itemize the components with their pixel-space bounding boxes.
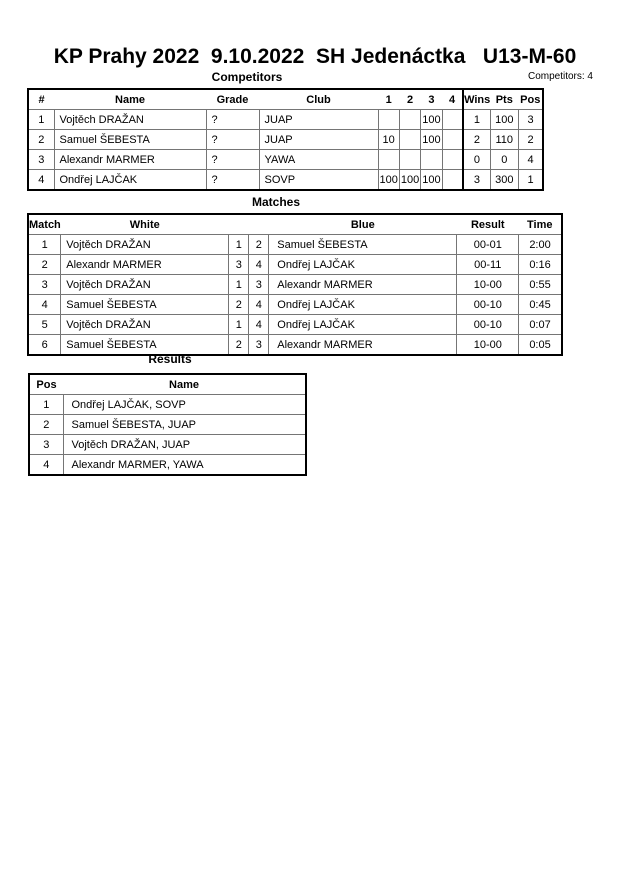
cell-pts: 110 — [490, 130, 518, 150]
cell-result: 00-10 — [457, 315, 519, 335]
cell-round-3: 100 — [421, 110, 442, 130]
match-row — [28, 255, 562, 275]
cell-white-number: 1 — [229, 315, 249, 335]
cell-wins: 2 — [463, 130, 490, 150]
col-header-match: Match — [28, 214, 61, 235]
competitor-row — [28, 170, 543, 191]
cell-round-1 — [378, 150, 399, 170]
cell-round-1 — [378, 110, 399, 130]
cell-wins: 1 — [463, 110, 490, 130]
match-row — [28, 235, 562, 255]
cell-white-number: 2 — [229, 335, 249, 356]
cell-white-name: Vojtěch DRAŽAN — [61, 235, 229, 255]
cell-competitor-club: Ondřej LAJČAK, SOVP — [63, 395, 306, 415]
col-header-round2: 2 — [399, 89, 420, 110]
results-heading: Results — [148, 352, 192, 366]
col-header-white: White — [61, 214, 229, 235]
cell-time: 0:16 — [519, 255, 562, 275]
cell-club: JUAP — [259, 130, 378, 150]
col-header-name: Name — [54, 89, 206, 110]
cell-round-4 — [442, 110, 463, 130]
results-table — [28, 373, 307, 476]
cell-club: YAWA — [259, 150, 378, 170]
col-header-round1: 1 — [378, 89, 399, 110]
cell-wins: 0 — [463, 150, 490, 170]
cell-white-number: 2 — [229, 295, 249, 315]
cell-result: 00-11 — [457, 255, 519, 275]
cell-match-number: 4 — [28, 295, 61, 315]
cell-round-3 — [421, 150, 442, 170]
cell-blue-number: 2 — [249, 235, 269, 255]
cell-rank: 4 — [28, 170, 54, 191]
cell-time: 0:45 — [519, 295, 562, 315]
cell-white-name: Vojtěch DRAŽAN — [61, 315, 229, 335]
cell-match-number: 5 — [28, 315, 61, 335]
col-header-pts: Pts — [490, 89, 518, 110]
matches-table — [27, 213, 563, 356]
cell-grade: ? — [206, 110, 259, 130]
cell-time: 0:55 — [519, 275, 562, 295]
cell-competitor-club: Samuel ŠEBESTA, JUAP — [63, 415, 306, 435]
cell-grade: ? — [206, 130, 259, 150]
cell-round-2: 100 — [399, 170, 420, 191]
cell-blue-name: Samuel ŠEBESTA — [269, 235, 457, 255]
match-row — [28, 315, 562, 335]
cell-round-1: 100 — [378, 170, 399, 191]
match-row — [28, 275, 562, 295]
cell-blue-name: Alexandr MARMER — [269, 275, 457, 295]
competitors-count-label: Competitors: 4 — [527, 71, 593, 82]
cell-position: 2 — [29, 415, 63, 435]
matches-header-row — [28, 214, 562, 235]
col-header-position: Pos — [29, 374, 63, 395]
cell-white-name: Alexandr MARMER — [61, 255, 229, 275]
col-header-round3: 3 — [421, 89, 442, 110]
competitor-row — [28, 150, 543, 170]
cell-blue-number: 3 — [249, 335, 269, 356]
cell-match-number: 2 — [28, 255, 61, 275]
cell-white-name: Vojtěch DRAŽAN — [61, 275, 229, 295]
cell-match-number: 1 — [28, 235, 61, 255]
cell-name: Ondřej LAJČAK — [54, 170, 206, 191]
cell-competitor-club: Vojtěch DRAŽAN, JUAP — [63, 435, 306, 455]
cell-blue-name: Ondřej LAJČAK — [269, 295, 457, 315]
cell-round-4 — [442, 130, 463, 150]
cell-result: 00-10 — [457, 295, 519, 315]
cell-pts: 300 — [490, 170, 518, 191]
result-row — [29, 415, 306, 435]
cell-name: Samuel ŠEBESTA — [54, 130, 206, 150]
cell-grade: ? — [206, 150, 259, 170]
col-header-club: Club — [259, 89, 378, 110]
cell-time: 0:07 — [519, 315, 562, 335]
cell-blue-name: Alexandr MARMER — [269, 335, 457, 356]
competitor-row — [28, 130, 543, 150]
cell-pos: 2 — [518, 130, 543, 150]
col-header-result-name: Name — [63, 374, 306, 395]
cell-round-1: 10 — [378, 130, 399, 150]
col-header-white-num — [229, 214, 249, 235]
col-header-round4: 4 — [442, 89, 463, 110]
cell-pts: 100 — [490, 110, 518, 130]
cell-round-4 — [442, 170, 463, 191]
matches-heading: Matches — [251, 195, 301, 209]
col-header-blue: Blue — [269, 214, 457, 235]
result-row — [29, 455, 306, 476]
cell-rank: 2 — [28, 130, 54, 150]
cell-round-2 — [399, 110, 420, 130]
cell-time: 0:05 — [519, 335, 562, 356]
cell-white-number: 1 — [229, 235, 249, 255]
col-header-grade: Grade — [206, 89, 259, 110]
result-row — [29, 395, 306, 415]
cell-competitor-club: Alexandr MARMER, YAWA — [63, 455, 306, 476]
cell-pos: 3 — [518, 110, 543, 130]
competitor-row — [28, 110, 543, 130]
col-header-time: Time — [519, 214, 562, 235]
col-header-pos: Pos — [518, 89, 543, 110]
col-header-wins: Wins — [463, 89, 490, 110]
cell-round-3: 100 — [421, 130, 442, 150]
results-header-row — [29, 374, 306, 395]
cell-result: 00-01 — [457, 235, 519, 255]
cell-name: Vojtěch DRAŽAN — [54, 110, 206, 130]
cell-pos: 1 — [518, 170, 543, 191]
competitors-heading: Competitors — [211, 70, 283, 84]
cell-round-3: 100 — [421, 170, 442, 191]
cell-rank: 1 — [28, 110, 54, 130]
cell-blue-name: Ondřej LAJČAK — [269, 255, 457, 275]
cell-pos: 4 — [518, 150, 543, 170]
cell-pts: 0 — [490, 150, 518, 170]
cell-position: 3 — [29, 435, 63, 455]
cell-blue-number: 4 — [249, 295, 269, 315]
cell-club: SOVP — [259, 170, 378, 191]
col-header-result: Result — [457, 214, 519, 235]
competitors-header-row — [28, 89, 543, 110]
cell-rank: 3 — [28, 150, 54, 170]
cell-blue-name: Ondřej LAJČAK — [269, 315, 457, 335]
cell-match-number: 3 — [28, 275, 61, 295]
cell-wins: 3 — [463, 170, 490, 191]
cell-result: 10-00 — [457, 275, 519, 295]
cell-blue-number: 3 — [249, 275, 269, 295]
page-title: KP Prahy 2022 9.10.2022 SH Jedenáctka U13-M-60 — [53, 45, 577, 68]
competitors-table — [27, 88, 544, 191]
col-header-rank: # — [28, 89, 54, 110]
cell-white-name: Samuel ŠEBESTA — [61, 295, 229, 315]
result-row — [29, 435, 306, 455]
cell-match-number: 6 — [28, 335, 61, 356]
cell-blue-number: 4 — [249, 315, 269, 335]
cell-white-number: 3 — [229, 255, 249, 275]
cell-name: Alexandr MARMER — [54, 150, 206, 170]
match-row — [28, 295, 562, 315]
cell-result: 10-00 — [457, 335, 519, 356]
col-header-blue-num — [249, 214, 269, 235]
cell-club: JUAP — [259, 110, 378, 130]
cell-position: 1 — [29, 395, 63, 415]
cell-white-name: Samuel ŠEBESTA — [61, 335, 229, 356]
match-row — [28, 335, 562, 356]
cell-blue-number: 4 — [249, 255, 269, 275]
cell-round-4 — [442, 150, 463, 170]
cell-position: 4 — [29, 455, 63, 476]
cell-time: 2:00 — [519, 235, 562, 255]
cell-round-2 — [399, 150, 420, 170]
cell-round-2 — [399, 130, 420, 150]
cell-white-number: 1 — [229, 275, 249, 295]
cell-grade: ? — [206, 170, 259, 191]
